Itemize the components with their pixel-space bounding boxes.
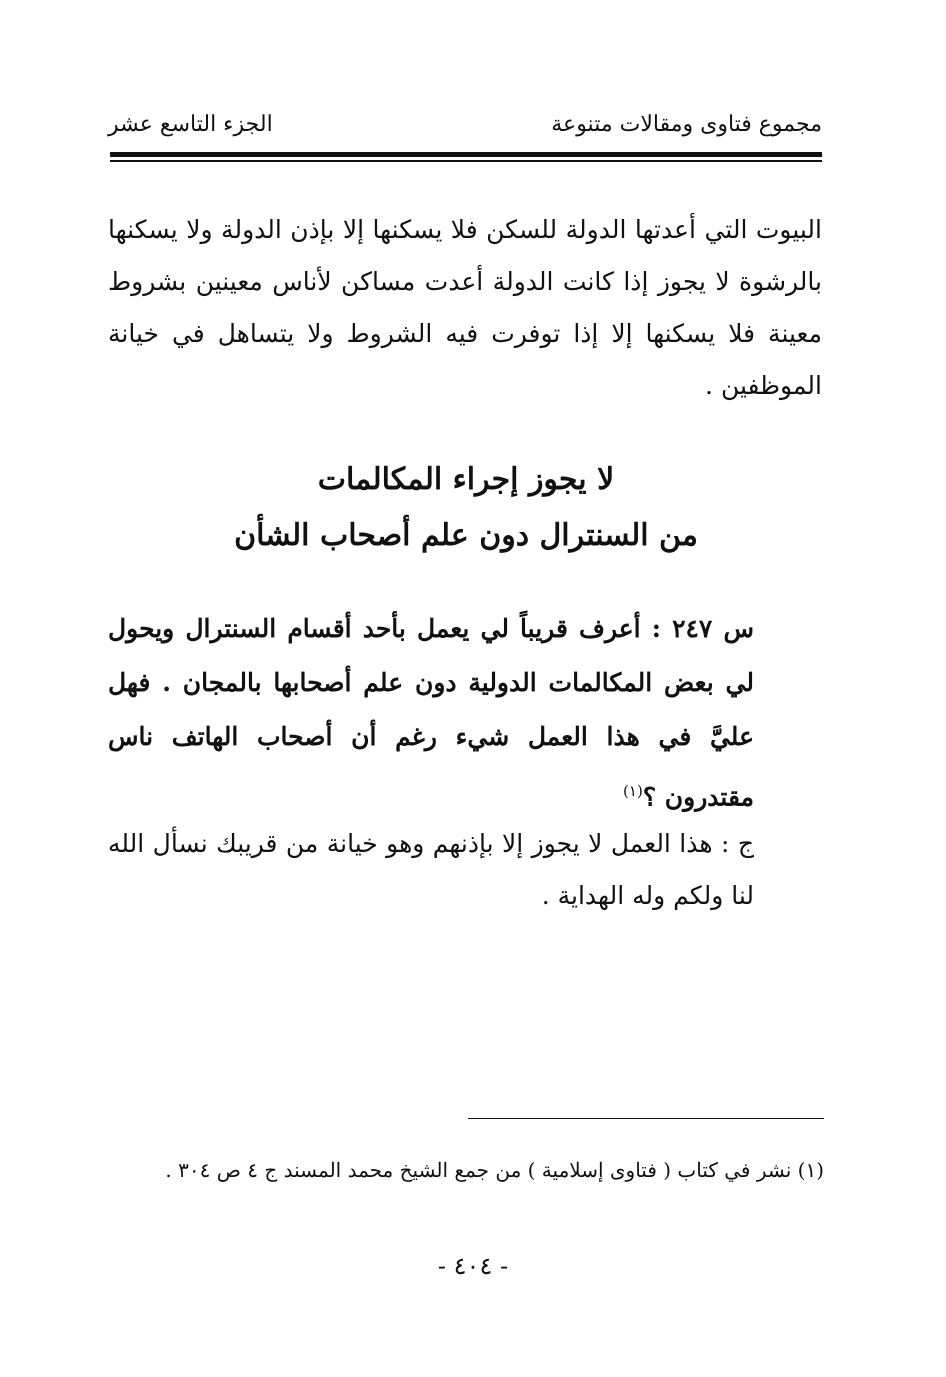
heading-line-1: لا يجوز إجراء المكالمات — [317, 462, 615, 497]
page-number: - ٤٠٤ - — [437, 1252, 509, 1280]
question-paragraph — [108, 602, 754, 824]
footnote-marker: (١) — [623, 782, 643, 800]
running-header — [108, 112, 822, 148]
book-title: مجموع فتاوى ومقالات متنوعة — [551, 112, 822, 137]
footnote-separator — [468, 1118, 824, 1119]
volume-label: الجزء التاسع عشر — [108, 112, 273, 137]
section-heading — [110, 452, 822, 564]
header-rule-thick — [110, 152, 822, 157]
footnote: (١) نشر في كتاب ( فتاوى إسلامية ) من جمع الشيخ محمد المسند ج ٤ ص ٣٠٤ . — [165, 1158, 824, 1182]
heading-line-2: من السنترال دون علم أصحاب الشأن — [234, 518, 698, 553]
intro-paragraph: البيوت التي أعدتها الدولة للسكن فلا يسكنها إلا بإذن الدولة ولا يسكنها بالرشوة لا يجوز إذا كانت الدولة أعدت مساكن لأناس معينين بشروط معينة فلا يسكنها إلا إذا توفرت فيه الشروط ولا يتساهل في خيانة الموظفين . — [108, 215, 822, 400]
header-rule-thin — [110, 160, 822, 162]
question-text: س ٢٤٧ : أعرف قريباً لي يعمل بأحد أقسام السنترال ويحول لي بعض المكالمات الدولية دون علم أصحابها بالمجان . فهل عليَّ في هذا العمل شيء رغم أن أصحاب الهاتف ناس مقتدرون ؟ — [108, 614, 754, 812]
answer-paragraph: ج : هذا العمل لا يجوز إلا بإذنهم وهو خيانة من قريبك نسأل الله لنا ولكم وله الهداية . — [108, 829, 754, 910]
